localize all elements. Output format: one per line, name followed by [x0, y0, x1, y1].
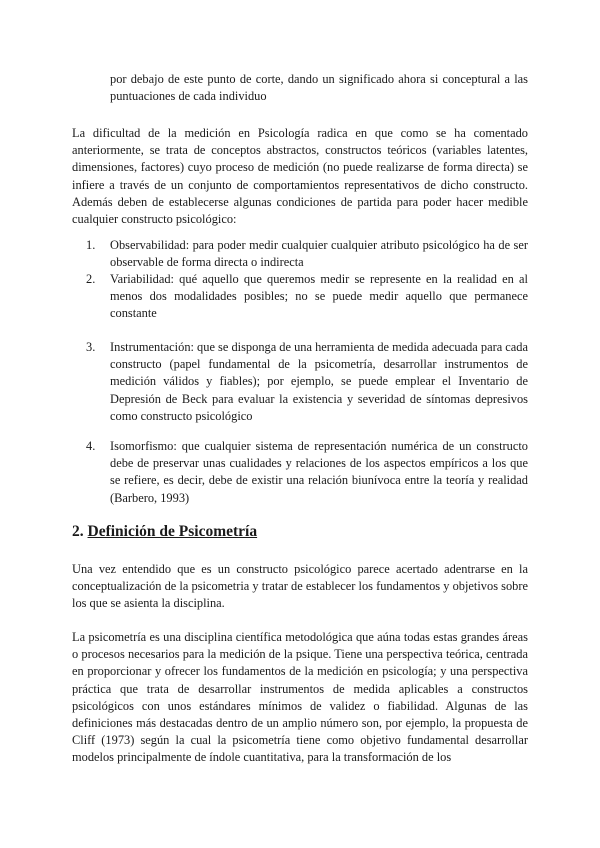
list-item-number: 4. [86, 439, 96, 453]
section-title: Definición de Psicometría [87, 523, 258, 540]
section-number: 2. [72, 523, 84, 540]
continuation-text: por debajo de este punto de corte, dando un significado ahora si conceptural a las puntuaciones de cada individuo [110, 72, 528, 104]
condition-list-item [86, 237, 528, 271]
condition-list-item [86, 271, 528, 323]
body-paragraph: Una vez entendido que es un constructo psicológico parece acertado adentrarse en la conceptualización de la psicometria y tratar de establecer los fundamentos y objetivos sobre los que se asienta la disciplina. [72, 562, 528, 611]
list-item-text: Isomorfismo: que cualquier sistema de representación numérica de un constructo debe de preservar unas cualidades y relaciones de los aspectos empíricos a los que se refiere, es decir, debe de existir una relación biunívoca entre la teoría y realidad (Barbero, 1993) [110, 439, 528, 505]
list-item-number: 1. [86, 238, 96, 252]
condition-list-item [86, 438, 528, 507]
list-item-number: 3. [86, 340, 96, 354]
list-item-text: Observabilidad: para poder medir cualquier cualquier atributo psicológico ha de ser observable de forma directa o indirecta [110, 238, 528, 270]
list-item-number: 2. [86, 272, 96, 286]
intro-paragraph: La dificultad de la medición en Psicología radica en que como se ha comentado anteriormente, se trata de conceptos abstractos, constructos teóricos (variables latentes, dimensiones, factores) cuyo proceso de medición (no puede realizarse de forma directa) se infiere a través de un conjunto de comportamientos representativos de dicho constructo. Además deben de establecerse algunas condiciones de partida para poder hacer medible cualquier constructo psicológico: [72, 126, 528, 227]
condition-list-item [86, 339, 528, 425]
body-paragraph: La psicometría es una disciplina científica metodológica que aúna todas estas grandes áreas o procesos necesarios para la medición de la psique. Tiene una perspectiva teórica, centrada en proporcionar y ofrecer los fundamentos de la medición en psicología; y una perspectiva práctica que trata de desarrollar instrumentos de medida aplicables a constructos psicológicos con unos estándares mínimos de validez o fiabilidad. Algunas de las definiciones más destacadas dentro de un amplio número son, por ejemplo, la propuesta de Cliff (1973) según la cual la psicometría tiene como objetivo fundamental desarrollar modelos principalmente de índole cuantitativa, para la transformación de los [72, 630, 528, 765]
list-item-text: Instrumentación: que se disponga de una herramienta de medida adecuada para cada constructo (papel fundamental de la psicometría, desarrollar instrumentos de medición válidos y fiables); por ejemplo, se puede emplear el Inventario de Depresión de Beck para evaluar la existencia y severidad de síntomas depresivos como constructo psicológico [110, 340, 528, 423]
list-item-text: Variabilidad: qué aquello que queremos medir se represente en la realidad en al menos dos modalidades posibles; no se puede medir aquello que permanece constante [110, 272, 528, 321]
section-heading [72, 522, 257, 542]
